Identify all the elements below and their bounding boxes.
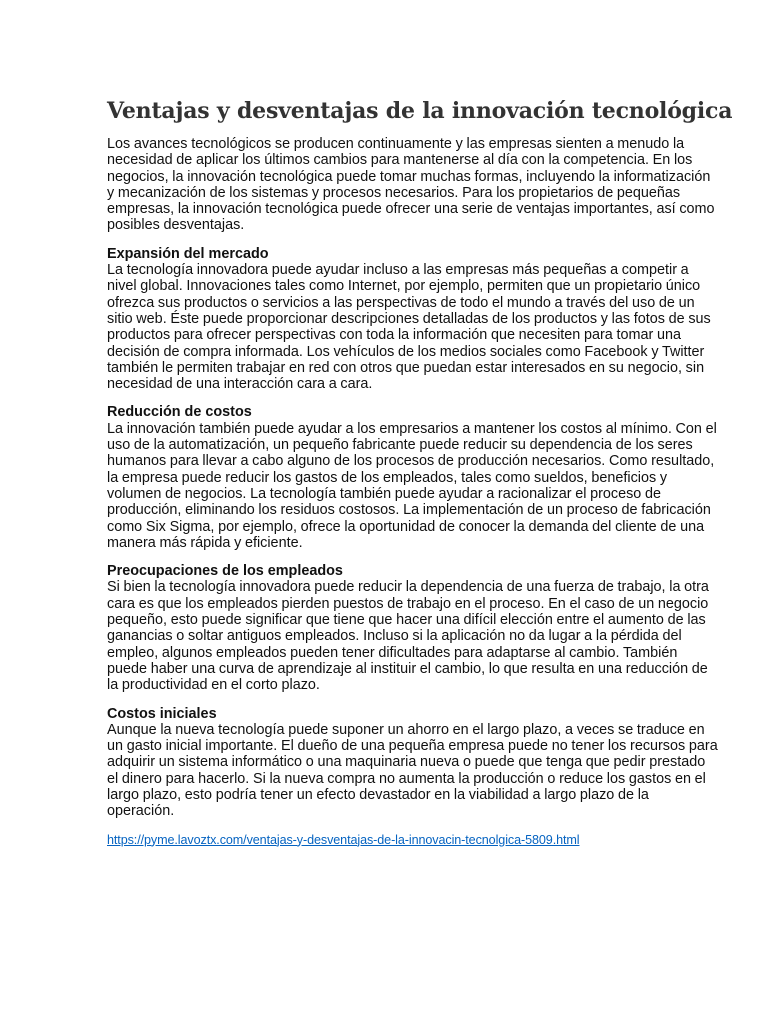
section-body: La tecnología innovadora puede ayudar incluso a las empresas más pequeñas a competir a nivel global. Innovaciones tales como Internet, por ejemplo, permiten que un propietario único ofrezca sus productos o servicios a las perspectivas de todo el mundo a través del uso de un sitio web. Éste puede proporcionar descripciones detalladas de los productos y las fotos de sus productos para ofrecer perspectivas con toda la información que necesiten para tomar una decisión de compra informada. Los vehículos de los medios sociales como Facebook y Twitter también le permiten trabajar en red con otros que puedan estar interesados en su negocio, sin necesidad de una interacción cara a cara. — [107, 262, 711, 393]
section-cost-reduction — [107, 404, 718, 551]
section-heading: Expansión del mercado — [107, 245, 269, 262]
section-body: Aunque la nueva tecnología puede suponer un ahorro en el largo plazo, a veces se traduce en un gasto inicial importante. El dueño de una pequeña empresa puede no tener los recursos para adquirir un sistema informático o una maquinaria nueva o puede que tenga que pedir prestado el dinero para hacerlo. Si la nueva compra no aumenta la producción o reduce los gastos en el largo plazo, esto podría tener un efecto devastador en la viabilidad a largo plazo de la operación. — [107, 721, 718, 820]
section-market-expansion — [107, 246, 718, 393]
source-link[interactable]: https://pyme.lavoztx.com/ventajas-y-desventajas-de-la-innovacin-tecnolgica-5809.html — [107, 832, 580, 847]
section-employee-concerns — [107, 563, 718, 693]
document-title: Ventajas y desventajas de la innovación tecnológica — [107, 98, 733, 124]
section-body: Si bien la tecnología innovadora puede reducir la dependencia de una fuerza de trabajo, la otra cara es que los empleados pierden puestos de trabajo en el proceso. En el caso de un negocio pequeño, esto puede significar que tiene que hacer una difícil elección entre el aumento de las ganancias o soltar antiguos empleados. Incluso si la aplicación no da lugar a la pérdida del empleo, algunos empleados pueden tener dificultades para adaptarse al cambio. También puede haber una curva de aprendizaje al instituir el cambio, lo que resulta en una reducción de la productividad en el corto plazo. — [107, 579, 709, 694]
section-heading: Reducción de costos — [107, 404, 252, 421]
intro-paragraph: Los avances tecnológicos se producen continuamente y las empresas sienten a menudo la necesidad de aplicar los últimos cambios para mantenerse al día con la competencia. En los negocios, la innovación tecnológica puede tomar muchas formas, incluyendo la informatización y mecanización de los sistemas y procesos necesarios. Para los propietarios de pequeñas empresas, la innovación tecnológica puede ofrecer una serie de ventajas importantes, así como posibles desventajas. — [107, 136, 715, 234]
section-heading: Preocupaciones de los empleados — [107, 563, 343, 580]
section-body: La innovación también puede ayudar a los empresarios a mantener los costos al mínimo. Con el uso de la automatización, un pequeño fabricante puede reducir su dependencia de los seres humanos para llevar a cabo alguno de los procesos de producción necesarios. Como resultado, la empresa puede reducir los gastos de los empleados, tales como sueldos, beneficios y volumen de negocios. La tecnología también puede ayudar a racionalizar el proceso de producción, eliminando los residuos costosos. La implementación de un proceso de fabricación como Six Sigma, por ejemplo, ofrece la oportunidad de conocer la demanda del cliente de una manera más rápida y eficiente. — [107, 420, 717, 551]
section-initial-costs — [107, 706, 718, 820]
section-heading: Costos iniciales — [107, 705, 217, 722]
